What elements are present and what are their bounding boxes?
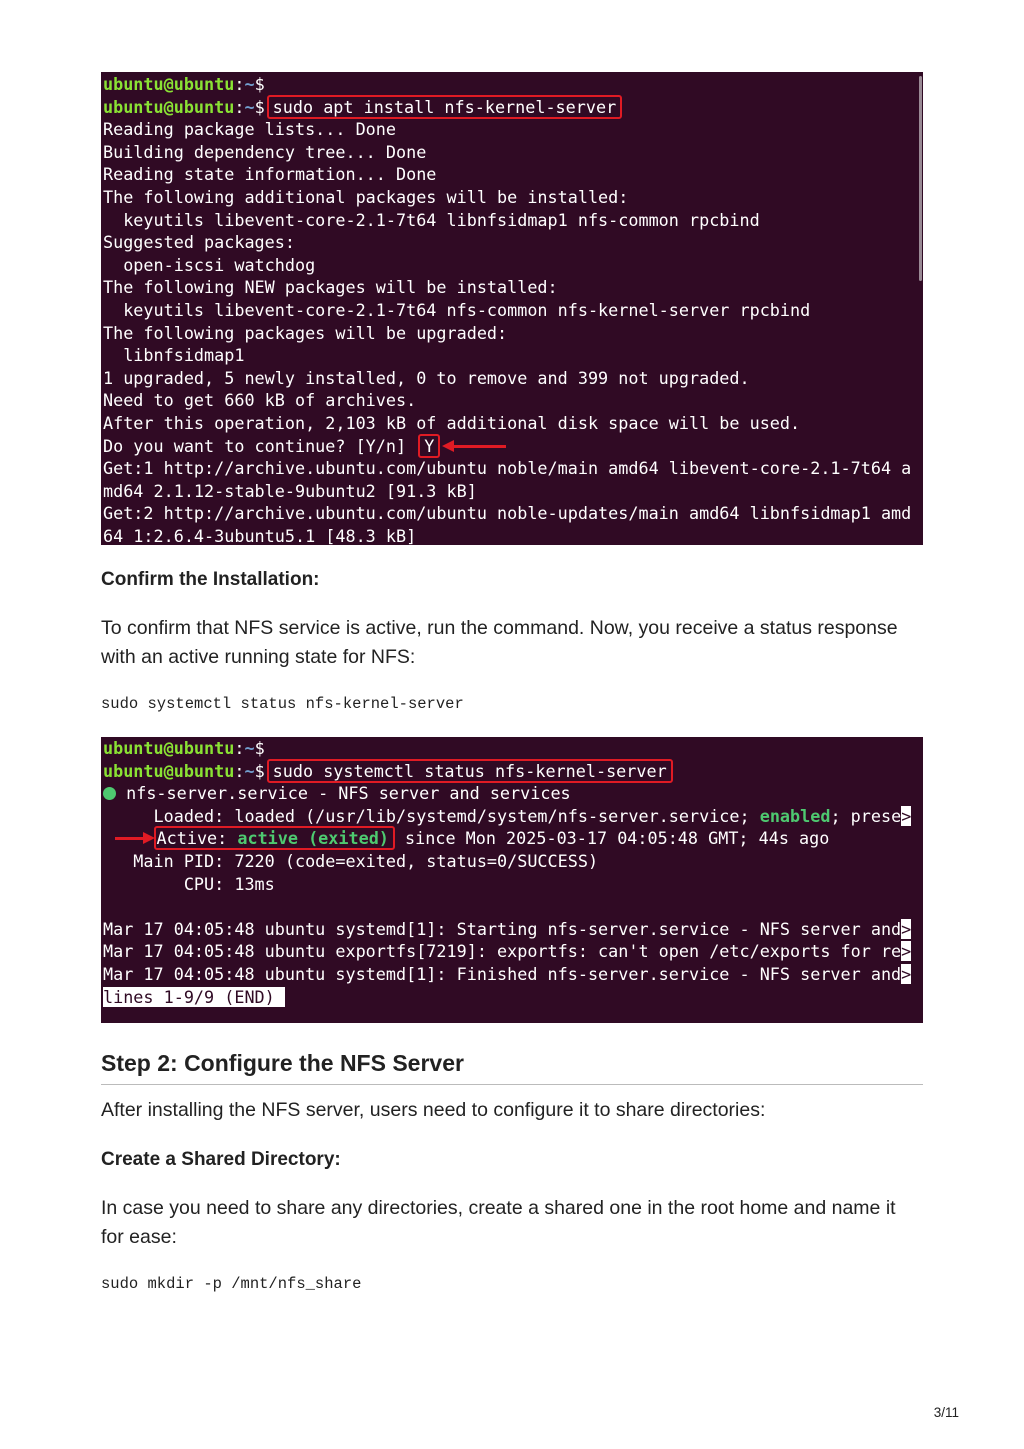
highlighted-answer: Y xyxy=(418,434,440,458)
page-number: 3/11 xyxy=(933,1405,959,1420)
red-arrow-icon xyxy=(452,445,506,448)
pid-line: Main PID: 7220 (code=exited, status=0/SUCCESS) xyxy=(103,850,599,871)
terminal-output-line: Building dependency tree... Done xyxy=(103,141,427,162)
status-dot-icon xyxy=(103,787,116,800)
terminal-continue-line: Do you want to continue? [Y/n] Y xyxy=(103,435,923,458)
cpu-line: CPU: 13ms xyxy=(103,873,275,894)
highlighted-active-status: Active: active (exited) xyxy=(154,826,395,850)
terminal-output-line: The following NEW packages will be installed: xyxy=(103,277,558,298)
terminal-output-line: After this operation, 2,103 kB of additional disk space will be used. xyxy=(103,412,801,433)
truncation-marker: > xyxy=(901,805,912,826)
terminal-output-line: Get:1 http://archive.ubuntu.com/ubuntu noble/main amd64 libevent-core-2.1-7t64 a xyxy=(103,458,912,479)
terminal-prompt-line: ubuntu@ubuntu:~$ xyxy=(103,738,265,758)
terminal-command-line: ubuntu@ubuntu:~$ sudo systemctl status nfs-kernel-server xyxy=(103,760,923,783)
terminal-output-line: 1 upgraded, 5 newly installed, 0 to remove and 399 not upgraded. xyxy=(103,367,750,388)
terminal-command-line: ubuntu@ubuntu:~$ sudo apt install nfs-kernel-server xyxy=(103,96,923,119)
terminal-prompt-line: ubuntu@ubuntu:~$ xyxy=(103,74,265,94)
terminal-output-line: keyutils libevent-core-2.1-7t64 libnfsidmap1 nfs-common rpcbind xyxy=(103,209,760,230)
code-snippet: sudo mkdir -p /mnt/nfs_share xyxy=(101,1275,362,1293)
terminal-output-line: The following packages will be upgraded: xyxy=(103,322,508,343)
terminal-output-line: The following additional packages will be installed: xyxy=(103,186,629,207)
step-intro: After installing the NFS server, users need to configure it to share directories: xyxy=(101,1099,766,1121)
sub-paragraph: In case you need to share any directories, create a shared one in the root home and name it for ease: xyxy=(101,1197,896,1248)
log-line: Mar 17 04:05:48 ubuntu exportfs[7219]: exportfs: can't open /etc/exports for re> xyxy=(103,941,912,962)
section-paragraph: To confirm that NFS service is active, run the command. Now, you receive a status response with an active running state for NFS: xyxy=(101,617,898,668)
terminal-output-line: Get:2 http://archive.ubuntu.com/ubuntu noble-updates/main amd64 libnfsidmap1 amd xyxy=(103,503,912,524)
terminal-output-line: md64 2.1.12-stable-9ubuntu2 [91.3 kB] xyxy=(103,480,477,501)
service-line: nfs-server.service - NFS server and services xyxy=(103,782,923,805)
terminal-output-line: open-iscsi watchdog xyxy=(103,254,316,275)
truncation-marker: > xyxy=(901,963,912,984)
loaded-line: Loaded: loaded (/usr/lib/systemd/system/nfs-server.service; enabled; prese> xyxy=(103,805,912,826)
truncation-marker: > xyxy=(901,918,912,939)
terminal-output-line: libnfsidmap1 xyxy=(103,345,245,366)
step-heading: Step 2: Configure the NFS Server xyxy=(101,1050,464,1076)
log-line: Mar 17 04:05:48 ubuntu systemd[1]: Finished nfs-server.service - NFS server and> xyxy=(103,963,912,984)
terminal-output-line: Reading package lists... Done xyxy=(103,119,396,140)
highlighted-command: sudo apt install nfs-kernel-server xyxy=(267,95,623,119)
blank-line xyxy=(103,895,923,918)
terminal-output-line: Suggested packages: xyxy=(103,232,295,253)
active-line: Active: active (exited) since Mon 2025-03-17 04:05:48 GMT; 44s ago xyxy=(103,827,923,850)
pager-status-line xyxy=(103,986,923,1009)
truncation-marker: > xyxy=(901,941,912,962)
terminal-output-line: Need to get 660 kB of archives. xyxy=(103,390,417,411)
terminal-screenshot-apt-install xyxy=(101,72,923,545)
heading-divider xyxy=(101,1084,923,1085)
section-heading: Confirm the Installation: xyxy=(101,569,320,590)
code-snippet: sudo systemctl status nfs-kernel-server xyxy=(101,695,464,713)
terminal-output-line: keyutils libevent-core-2.1-7t64 nfs-common nfs-kernel-server rpcbind xyxy=(103,299,811,320)
red-arrow-icon xyxy=(115,837,145,840)
sub-heading: Create a Shared Directory: xyxy=(101,1149,341,1170)
terminal-screenshot-systemctl-status xyxy=(101,737,923,1023)
terminal-output-line: Reading state information... Done xyxy=(103,164,437,185)
pager-status: lines 1-9/9 (END) xyxy=(103,986,285,1007)
highlighted-command: sudo systemctl status nfs-kernel-server xyxy=(267,759,673,783)
log-line: Mar 17 04:05:48 ubuntu systemd[1]: Starting nfs-server.service - NFS server and> xyxy=(103,918,912,939)
terminal-output-line: 64 1:2.6.4-3ubuntu5.1 [48.3 kB] xyxy=(103,525,417,545)
